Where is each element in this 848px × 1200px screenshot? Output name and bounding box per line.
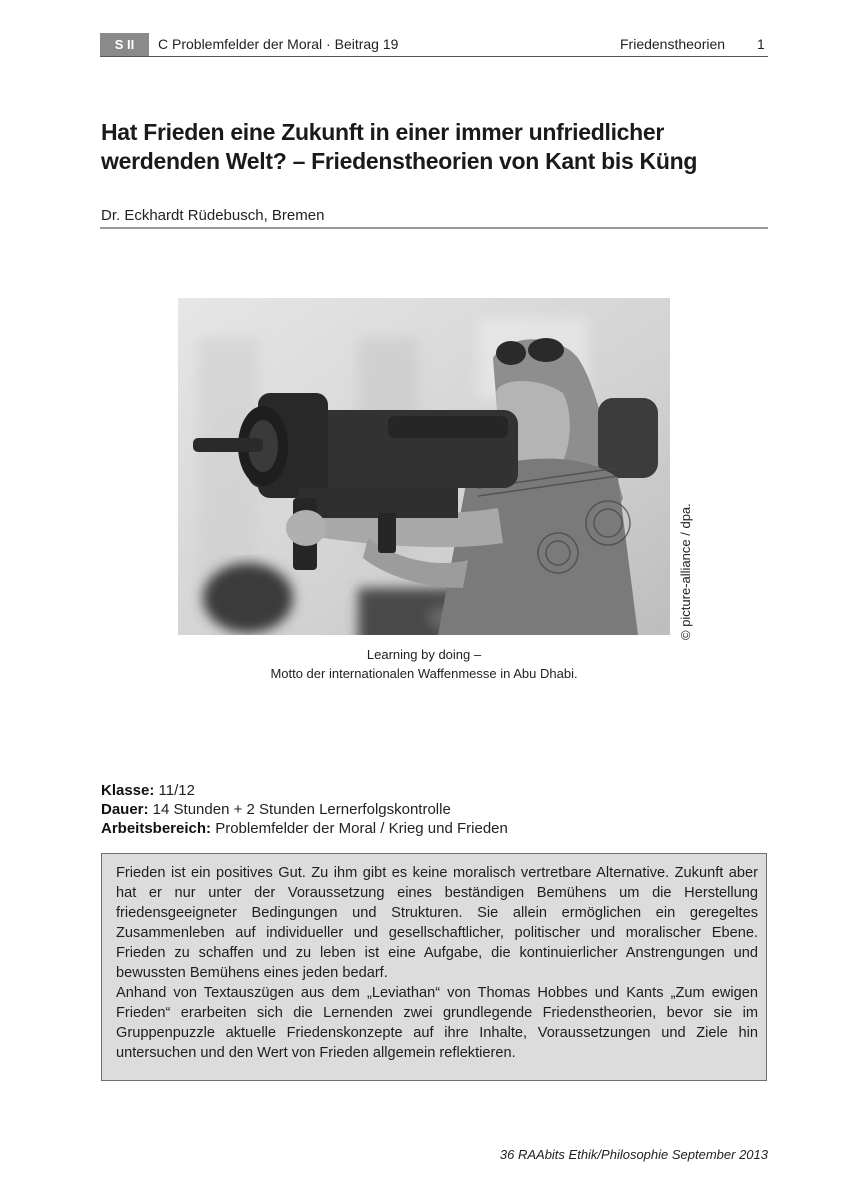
photo [178,298,670,635]
photo-woman-with-rocket-launcher-icon [178,298,670,635]
abstract-box [101,853,767,1081]
meta-dauer [101,800,508,819]
meta-klasse-value: 11/12 [154,782,195,799]
meta-bereich-label: Arbeitsbereich: [101,820,212,837]
meta-klasse-label: Klasse: [101,782,155,799]
photo-credit: © picture-alliance / dpa. [678,503,693,640]
page-number: 1 [757,36,765,52]
header-rule [100,56,768,57]
caption-line-1: Learning by doing – [366,647,482,662]
level-badge: S II [100,33,149,57]
page-title: Hat Frieden eine Zukunft in einer immer unfriedlicher werdenden Welt? – Friedenstheorien von Kant bis Küng [101,119,698,174]
abstract-paragraph-2: Anhand von Textauszügen aus dem „Leviathan“ von Thomas Hobbes und Kants „Zum ewigen Frieden“ erarbeiten sich die Lernenden zwei grundlegende Friedenstheorien, bevor sie im Gruppenpuzzle aktuelle Friedenskonzepte auf ihre Inhalte, Voraussetzungen und Ziele hin untersuchen und den Wert von Frieden allgemein reflektieren. [116,985,758,1061]
meta-dauer-label: Dauer: [101,801,149,818]
lesson-meta [101,781,508,838]
header-topic: Friedenstheorien [620,36,726,52]
footer-publication: 36 RAAbits Ethik/Philosophie September 2013 [499,1147,768,1162]
caption-line-2: Motto der internationalen Waffenmesse in Abu Dhabi. [270,666,578,681]
photo-caption [178,645,670,683]
meta-bereich-value: Problemfelder der Moral / Krieg und Frieden [211,820,508,837]
header-section: C Problemfelder der Moral · Beitrag 19 [158,36,399,52]
author-rule [100,227,768,229]
meta-klasse [101,781,508,800]
meta-dauer-value: 14 Stunden + 2 Stunden Lernerfolgskontrolle [148,801,451,818]
meta-arbeitsbereich [101,819,508,838]
abstract-paragraph-1: Frieden ist ein positives Gut. Zu ihm gibt es keine moralisch vertretbare Alternative. Zukunft aber hat er nur unter der Voraussetzung eines beständigen Bemühens um die Herstellung friedensgeeigneter Bedingungen und Strukturen. Sie allein ermöglichen ein geregeltes Zusammenleben auf individueller und gesellschaftlicher, politischer und moralischer Ebene. Frieden zu schaffen und zu leben ist eine Aufgabe, die kontinuierlicher Anstrengungen und bewussten Bemühens eines jeden bedarf. [116,865,758,981]
author: Dr. Eckhardt Rüdebusch, Bremen [101,207,325,224]
